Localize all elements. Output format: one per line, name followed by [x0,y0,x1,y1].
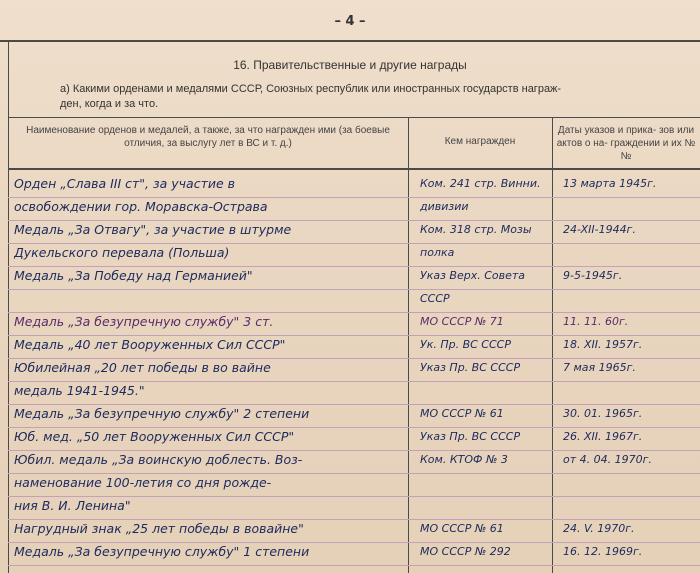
header-bottom-rule [8,168,700,170]
award-cell: Юб. мед. „50 лет Вооруженных Сил СССР" [14,429,295,444]
date-cell: 16. 12. 1969г. [563,545,643,558]
award-cell: Юбилейная „20 лет победы в во вайне [14,360,271,375]
date-cell: 18. XII. 1957г. [563,338,643,351]
table-row [8,197,700,221]
awarded-by-cell: дивизии [420,200,469,213]
awarded-by-cell: МО СССР № 61 [420,407,504,420]
awarded-by-cell: МО СССР № 292 [420,545,511,558]
table-row [8,174,700,198]
intro-line-2: ден, когда и за что. [60,98,159,110]
award-cell: Дукельского перевала (Польша) [14,245,230,260]
intro-text [60,82,680,112]
table-row [8,519,700,543]
awarded-by-cell: Указ Пр. ВС СССР [420,430,521,443]
table-row [8,542,700,566]
date-cell: 24-XII-1944г. [563,223,636,236]
table-row [8,427,700,451]
table-row [8,266,700,290]
awarded-by-cell: Ком. 241 стр. Винни. [420,177,541,190]
intro-line-1: а) Какими орденами и медалями СССР, Союзных республик или иностранных государств награж- [60,83,562,95]
table-row [8,450,700,474]
date-cell: 26. XII. 1967г. [563,430,643,443]
table-row [8,312,700,336]
header-top-rule [8,117,700,118]
awarded-by-cell: МО СССР № 61 [420,522,504,535]
awarded-by-cell: Ком. КТОФ № 3 [420,453,508,466]
date-cell: 11. 11. 60г. [563,315,629,328]
awarded-by-cell: Указ Верх. Совета [420,269,526,282]
award-cell: Медаль „За Победу над Германией" [14,268,253,283]
table-row [8,289,700,313]
award-cell: Медаль „40 лет Вооруженных Сил СССР" [14,337,286,352]
award-cell: Медаль „За безупречную службу" 2 степени [14,406,310,421]
award-cell: Нагрудный знак „25 лет победы в вовайне" [14,521,304,536]
top-rule [0,40,700,42]
table-row [8,243,700,267]
table-row [8,496,700,520]
awarded-by-cell: МО СССР № 71 [420,315,504,328]
award-cell: Юбил. медаль „За воинскую доблесть. Воз- [14,452,303,467]
section-title: 16. Правительственные и другие награды [233,58,467,72]
awarded-by-cell: СССР [420,292,450,305]
award-cell: ния В. И. Ленина" [14,498,131,513]
award-cell: Медаль „За безупречную службу" 1 степени [14,544,310,559]
award-cell: Медаль „За безупречную службу" 3 ст. [14,314,274,329]
page-number: – 4 – [334,14,366,29]
award-cell: наменование 100-летия со дня рожде- [14,475,272,490]
table-row [8,335,700,359]
awarded-by-cell: Ком. 318 стр. Мозы [420,223,532,236]
awarded-by-cell: Указ Пр. ВС СССР [420,361,521,374]
award-cell: Медаль „За Отвагу", за участие в штурме [14,222,292,237]
awarded-by-cell: Ук. Пр. ВС СССР [420,338,511,351]
award-cell: медаль 1941-1945." [14,383,145,398]
date-cell: от 4. 04. 1970г. [563,453,652,466]
awarded-by-cell: полка [420,246,455,259]
table-row [8,358,700,382]
date-cell: 30. 01. 1965г. [563,407,643,420]
date-cell: 9-5-1945г. [563,269,623,282]
award-cell: Орден „Слава III ст", за участие в [14,176,236,191]
table-row [8,381,700,405]
column-header-dates: Даты указов и прика- зов или актов о на- граждении и их №№ [556,125,696,162]
date-cell: 24. V. 1970г. [563,522,635,535]
column-header-awarded-by: Кем награжден [444,136,516,147]
table-row [8,220,700,244]
date-cell: 7 мая 1965г. [563,361,636,374]
column-header-award: Наименование орденов и медалей, а также, за что награжден ими (за боевые отличия, за выслугу лет в ВС и т. д.) [26,125,390,149]
award-cell: освобождении гор. Моравска-Острава [14,199,268,214]
date-cell: 13 марта 1945г. [563,177,657,190]
table-row [8,404,700,428]
table-row [8,473,700,497]
